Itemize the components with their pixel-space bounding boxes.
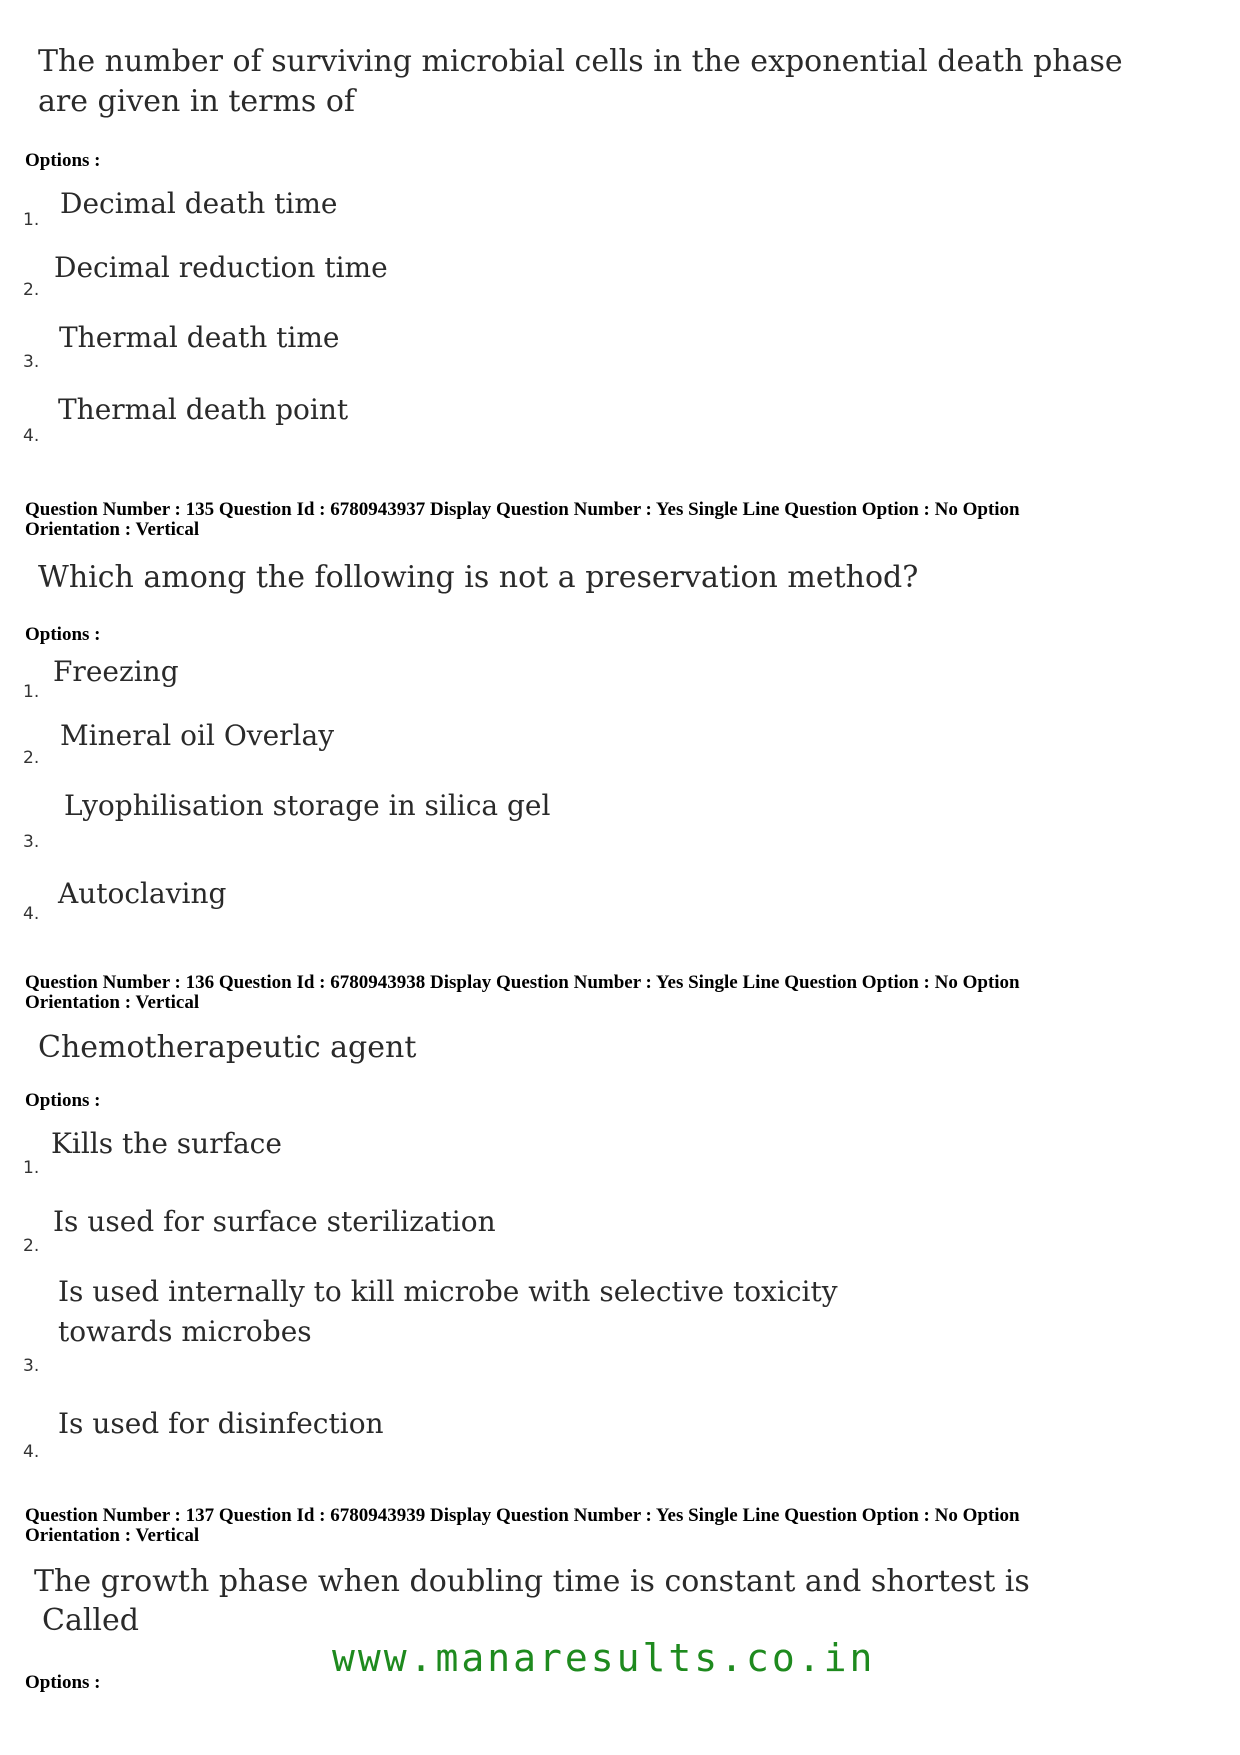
q136-option-3-text-line2: towards microbes — [58, 1315, 312, 1348]
q137-meta-line2: Orientation : Vertical — [25, 1525, 200, 1546]
q135-option-1-text: Freezing — [53, 655, 179, 688]
q135-options-label: Options : — [25, 624, 101, 645]
q137-stem-line2: Called — [42, 1603, 139, 1638]
q136-option-1-number: 1. — [23, 1158, 40, 1178]
q136-option-1-text: Kills the surface — [51, 1127, 282, 1160]
q134-option-1-number: 1. — [23, 210, 40, 230]
q134-option-1-text: Decimal death time — [60, 187, 338, 220]
q134-option-4-number: 4. — [23, 426, 40, 446]
q136-meta-line2: Orientation : Vertical — [25, 992, 200, 1013]
q135-option-4-text: Autoclaving — [58, 877, 227, 910]
q135-option-2-text: Mineral oil Overlay — [60, 719, 335, 752]
q134-option-4-text: Thermal death point — [58, 393, 349, 426]
q135-option-4-number: 4. — [23, 904, 40, 924]
q136-option-3-number: 3. — [23, 1356, 40, 1376]
q135-option-2-number: 2. — [23, 748, 40, 768]
q136-options-label: Options : — [25, 1090, 101, 1111]
q136-meta-line1: Question Number : 136 Question Id : 6780943938 Display Question Number : Yes Single Line Question Option : No Option — [25, 972, 1020, 993]
q136-stem: Chemotherapeutic agent — [38, 1030, 417, 1065]
q135-meta-line2: Orientation : Vertical — [25, 519, 200, 540]
site-watermark: www.manaresults.co.in — [332, 1636, 876, 1680]
q134-option-2-text: Decimal reduction time — [54, 251, 388, 284]
q135-option-3-number: 3. — [23, 832, 40, 852]
q137-stem-line1: The growth phase when doubling time is constant and shortest is — [34, 1564, 1030, 1599]
q135-option-1-number: 1. — [23, 682, 40, 702]
q136-option-4-number: 4. — [23, 1442, 40, 1462]
q136-option-2-number: 2. — [23, 1236, 40, 1256]
q135-option-3-text: Lyophilisation storage in silica gel — [64, 789, 551, 822]
q134-stem-line1: The number of surviving microbial cells in the exponential death phase — [38, 44, 1123, 79]
q137-options-label: Options : — [25, 1672, 101, 1693]
q136-option-2-text: Is used for surface sterilization — [53, 1205, 496, 1238]
q135-stem: Which among the following is not a preservation method? — [38, 560, 919, 595]
q134-option-3-text: Thermal death time — [59, 321, 340, 354]
q136-option-4-text: Is used for disinfection — [58, 1407, 384, 1440]
q134-option-3-number: 3. — [23, 352, 40, 372]
q134-options-label: Options : — [25, 150, 101, 171]
q134-stem-line2: are given in terms of — [38, 84, 356, 119]
q136-option-3-text: Is used internally to kill microbe with selective toxicity — [58, 1275, 838, 1308]
q135-meta-line1: Question Number : 135 Question Id : 6780943937 Display Question Number : Yes Single Line Question Option : No Option — [25, 499, 1020, 520]
q137-meta-line1: Question Number : 137 Question Id : 6780943939 Display Question Number : Yes Single Line Question Option : No Option — [25, 1505, 1020, 1526]
q134-option-2-number: 2. — [23, 280, 40, 300]
